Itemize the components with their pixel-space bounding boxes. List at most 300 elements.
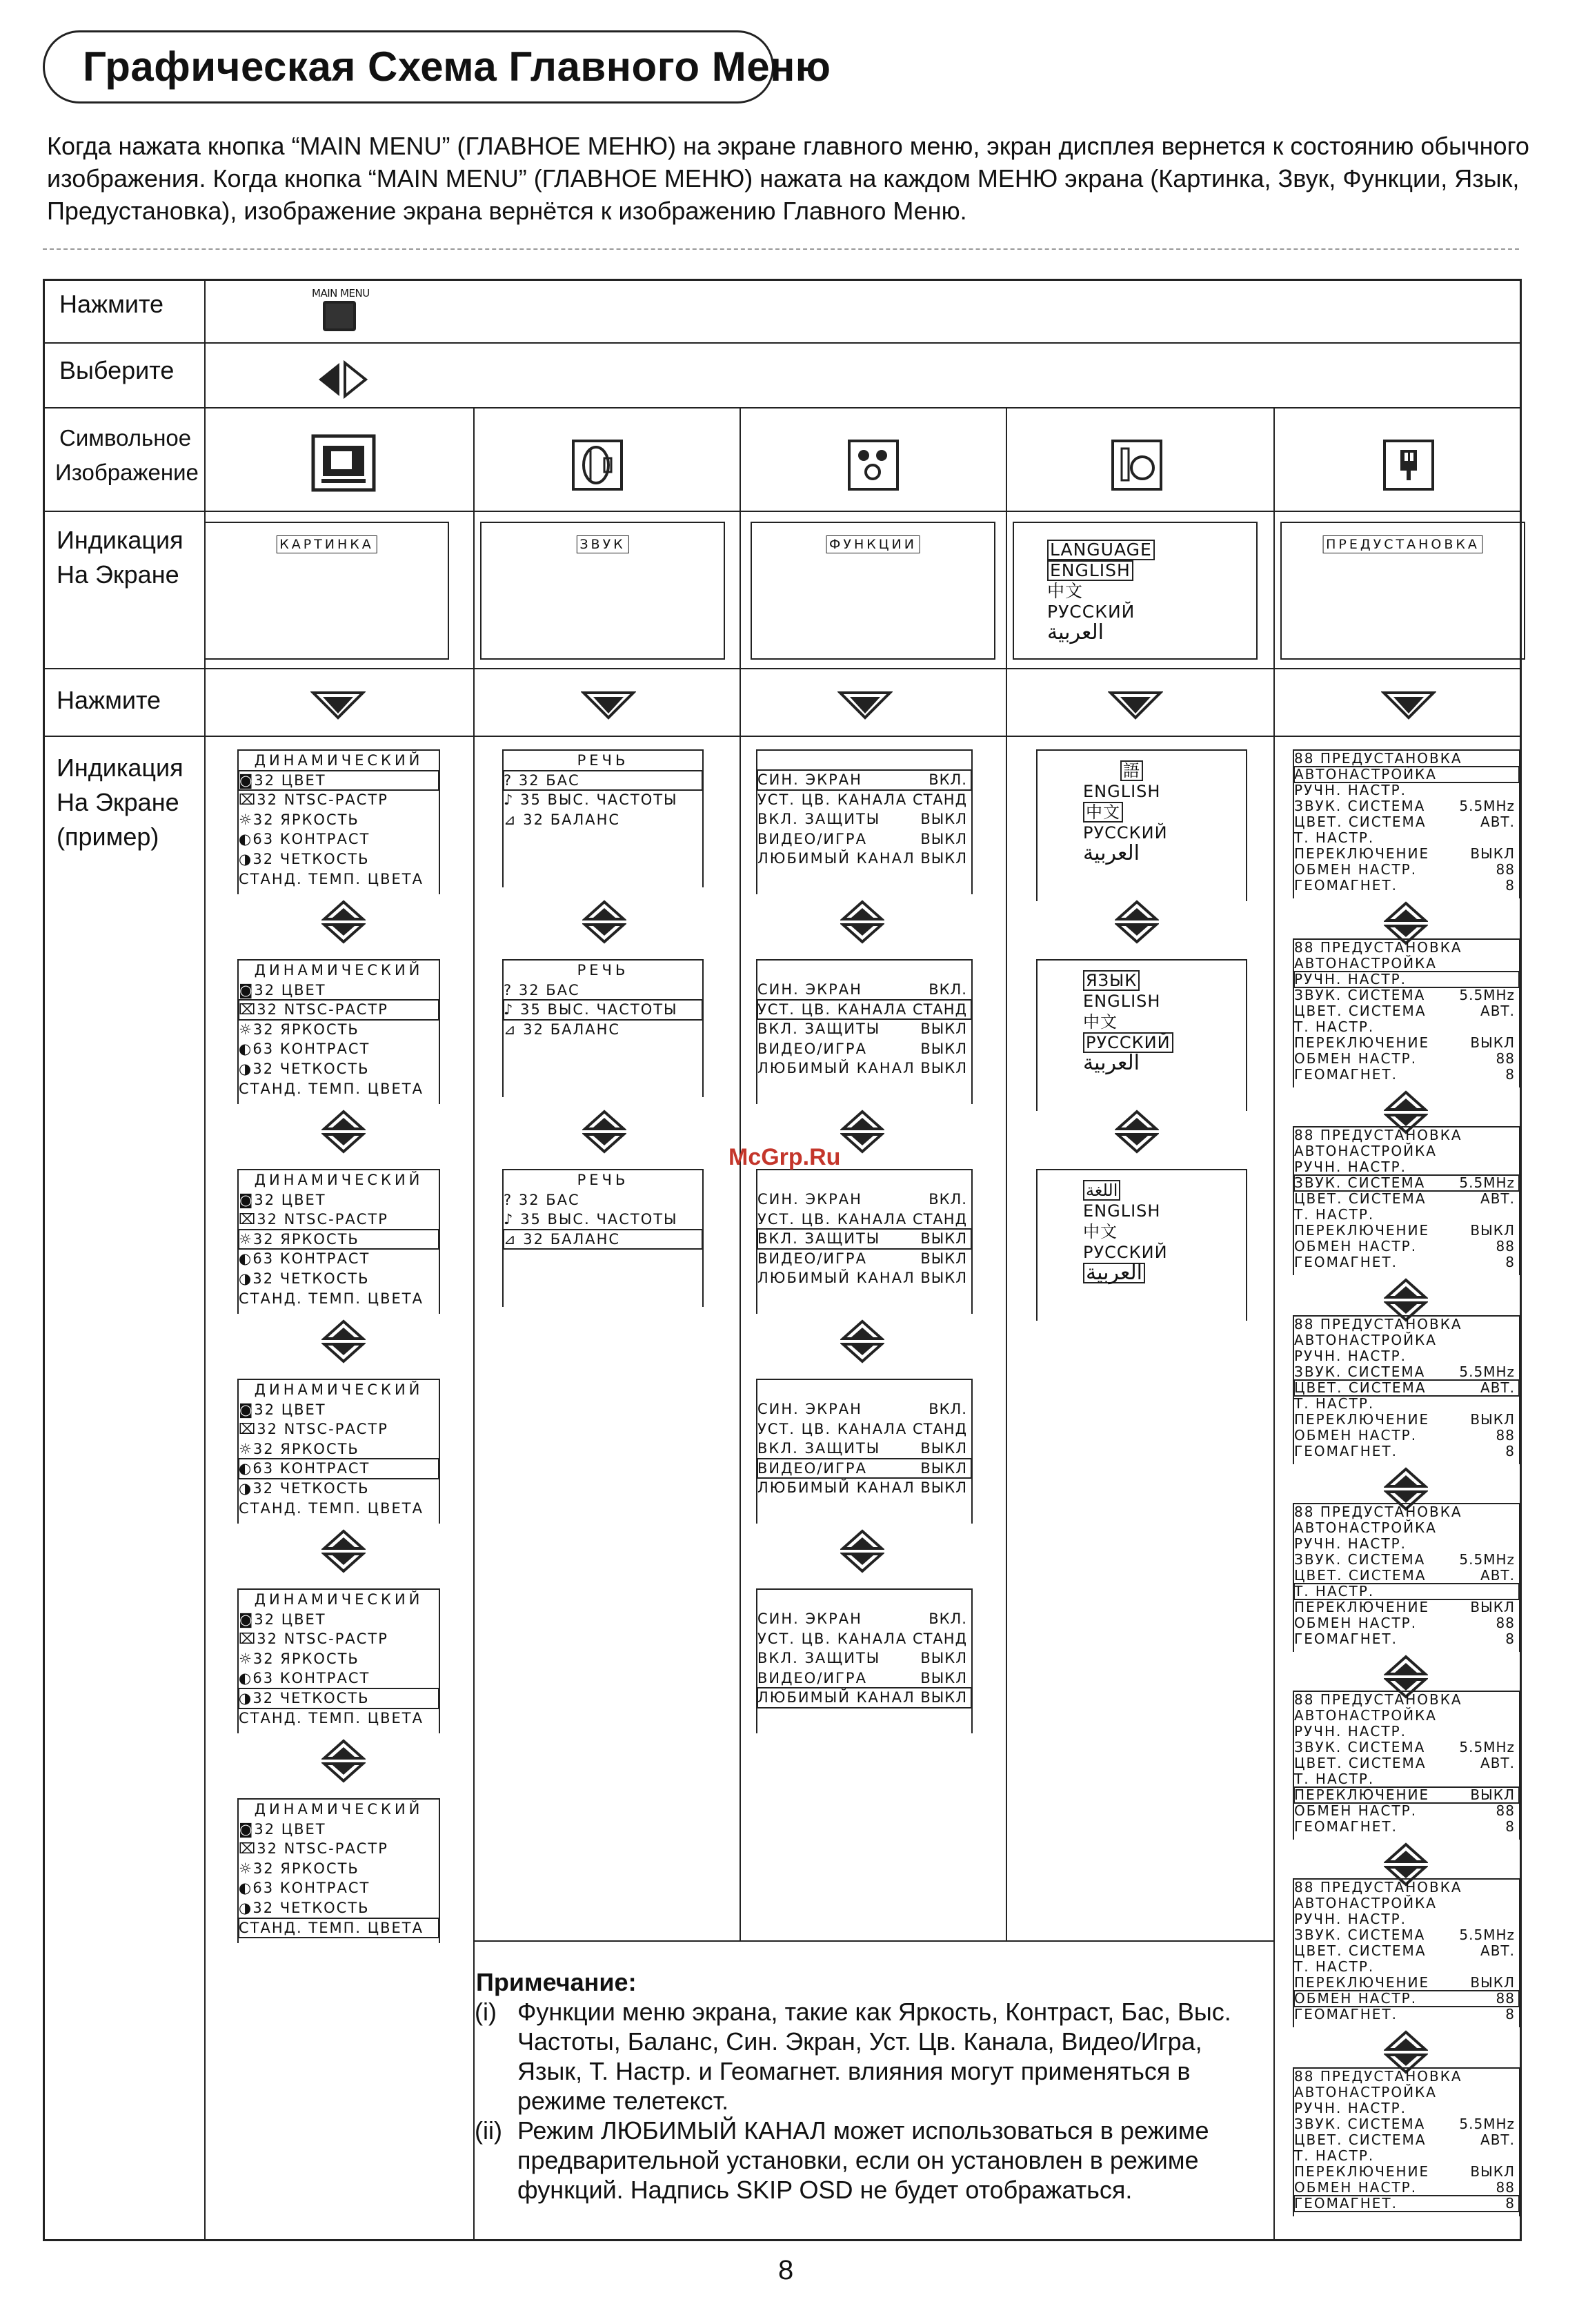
language-menu-item[interactable]: [1083, 781, 1246, 802]
preset-menu-item[interactable]: [1294, 1428, 1519, 1444]
row-divider: [43, 407, 1522, 408]
preset-item-label: ЗВУК. СИСТЕМА: [1294, 798, 1426, 814]
preset-menu-item[interactable]: [1294, 1584, 1519, 1599]
preset-screen-label: ПРЕДУСТАНОВКА: [1322, 535, 1483, 553]
preset-menu-item[interactable]: [1294, 1051, 1519, 1067]
preset-menu-item[interactable]: [1294, 1159, 1519, 1175]
note-text-2: Режим ЛЮБИМЫЙ КАНАЛ может использоваться в режиме предварительной установки, если он установлен в режиме функций. Надпись SKIP OSD не будет отображаться.: [517, 2116, 1209, 2204]
preset-menu-panel: [1293, 1315, 1520, 1464]
picture-item-value: 32: [252, 1689, 275, 1706]
features-menu-item[interactable]: [757, 1399, 971, 1419]
features-item-value: ВЫКЛ: [920, 1060, 967, 1077]
language-menu-item[interactable]: [1083, 843, 1246, 864]
picture-menu-item[interactable]: [239, 1479, 439, 1499]
picture-item-label: СТАНД. ТЕМП. ЦВЕТА: [239, 870, 424, 887]
features-menu-item[interactable]: [757, 1268, 971, 1288]
row-label-example-3: (пример): [57, 823, 159, 851]
down-arrow-icon[interactable]: [310, 689, 366, 722]
preset-menu-item[interactable]: [1294, 2148, 1519, 2164]
up-down-arrow-icon[interactable]: [840, 900, 884, 944]
picture-menu-item[interactable]: [239, 1230, 439, 1250]
language-menu-item[interactable]: [1083, 1012, 1246, 1032]
picture-item-value: 63: [252, 831, 275, 848]
features-menu-item[interactable]: [757, 1190, 971, 1210]
picture-menu-item[interactable]: [239, 829, 439, 849]
picture-item-label: NTSC-РАСТР: [284, 1001, 388, 1018]
preset-item-label: РУЧН. НАСТР.: [1294, 971, 1407, 987]
picture-item-value: 63: [252, 1670, 275, 1687]
features-menu-item[interactable]: [757, 1439, 971, 1459]
preset-menu-title: [1294, 940, 1519, 956]
preset-menu-item[interactable]: [1294, 767, 1519, 782]
preset-menu-item[interactable]: [1294, 782, 1519, 798]
picture-menu-title: ДИНАМИЧЕСКИЙ: [254, 752, 424, 769]
picture-menu-item[interactable]: [239, 1400, 439, 1420]
preset-item-label: ЗВУК. СИСТЕМА: [1294, 1174, 1426, 1191]
preset-menu-item[interactable]: [1294, 1254, 1519, 1270]
preset-title: ПРЕДУСТАНОВКА: [1320, 1504, 1462, 1520]
features-menu-item[interactable]: [757, 770, 971, 790]
language-menu-item[interactable]: [1083, 802, 1246, 823]
preset-menu-item[interactable]: [1294, 972, 1519, 987]
language-item-label: العربية: [1083, 1263, 1145, 1283]
sound-menu-item[interactable]: [504, 1190, 702, 1210]
preset-menu-item[interactable]: [1294, 1895, 1519, 1911]
preset-menu-item[interactable]: [1294, 1755, 1519, 1771]
picture-item-icon: ◐: [239, 1460, 253, 1477]
sound-item-icon: ?: [504, 771, 519, 789]
preset-menu-item[interactable]: [1294, 1959, 1519, 1975]
picture-item-label: ЧЕТКОСТЬ: [279, 1689, 370, 1706]
sound-menu-item[interactable]: [504, 1020, 702, 1040]
picture-menu-item[interactable]: [239, 1499, 439, 1519]
features-item-value: ВКЛ.: [929, 981, 967, 998]
preset-menu-panel: [1293, 1691, 1520, 1840]
features-item-label: ВИДЕО/ИГРА: [757, 1040, 867, 1057]
row-label-select: Выберите: [59, 356, 175, 384]
preset-menu-item[interactable]: [1294, 1035, 1519, 1051]
features-menu-item[interactable]: [757, 1478, 971, 1498]
picture-item-icon: ◐: [239, 1880, 253, 1897]
language-menu-item[interactable]: [1083, 1263, 1246, 1283]
down-arrow-icon[interactable]: [837, 689, 893, 722]
features-menu-item[interactable]: [757, 809, 971, 829]
picture-item-icon: ☼: [239, 811, 253, 828]
preset-menu-item[interactable]: [1294, 1536, 1519, 1552]
preset-menu-item[interactable]: [1294, 1552, 1519, 1568]
picture-menu-item[interactable]: [239, 1079, 439, 1099]
picture-menu-item[interactable]: [239, 1000, 439, 1020]
preset-item-value: 5.5MHz: [1459, 798, 1515, 814]
up-down-arrow-icon[interactable]: [321, 1319, 366, 1363]
features-item-value: ВЫКЛ: [920, 830, 967, 847]
picture-menu-item[interactable]: [239, 1059, 439, 1079]
row-label-display: Индикация: [57, 526, 183, 554]
preset-item-label: ЗВУК. СИСТЕМА: [1294, 987, 1426, 1003]
language-menu-item[interactable]: [1083, 823, 1246, 843]
picture-item-label: ЧЕТКОСТЬ: [279, 1270, 370, 1287]
preset-item-value: 88: [1496, 1427, 1515, 1444]
preset-item-label: ОБМЕН НАСТР.: [1294, 1050, 1418, 1067]
picture-menu-item[interactable]: [239, 1878, 439, 1898]
preset-menu-item[interactable]: [1294, 1175, 1519, 1191]
sound-item-icon: ♪: [504, 791, 521, 809]
picture-menu-item[interactable]: [239, 1039, 439, 1059]
picture-menu-item[interactable]: [239, 1419, 439, 1439]
features-menu-item[interactable]: [757, 1668, 971, 1688]
language-menu-item[interactable]: [1083, 1053, 1246, 1074]
picture-item-label: ЯРКОСТЬ: [280, 1650, 359, 1667]
preset-menu-item[interactable]: [1294, 1332, 1519, 1348]
picture-item-label: ЧЕТКОСТЬ: [279, 1060, 370, 1077]
down-arrow-icon[interactable]: [1108, 689, 1163, 722]
features-menu-item[interactable]: [757, 1019, 971, 1039]
preset-item-label: АВТОНАСТРОЙКА: [1294, 1143, 1437, 1159]
preset-item-value: ВЫКЛ: [1470, 1411, 1515, 1428]
up-down-arrow-icon[interactable]: [582, 1110, 626, 1154]
preset-menu-item[interactable]: [1294, 1787, 1519, 1803]
picture-menu-item[interactable]: [239, 1249, 439, 1269]
picture-menu-item[interactable]: [239, 1610, 439, 1630]
preset-menu-item[interactable]: [1294, 1223, 1519, 1239]
language-menu-item[interactable]: [1083, 991, 1246, 1012]
down-arrow-icon[interactable]: [1381, 689, 1436, 722]
preset-menu-item[interactable]: [1294, 1143, 1519, 1159]
preset-menu-item[interactable]: [1294, 1444, 1519, 1459]
features-item-value: ВКЛ.: [929, 771, 967, 788]
features-menu-panel: [756, 1169, 973, 1314]
picture-menu-item[interactable]: [239, 849, 439, 869]
preset-menu-item[interactable]: [1294, 1631, 1519, 1647]
preset-menu-item[interactable]: [1294, 846, 1519, 862]
preset-menu-item[interactable]: [1294, 1819, 1519, 1835]
picture-menu-item[interactable]: [239, 1210, 439, 1230]
row-divider: [43, 668, 1522, 669]
preset-menu-item[interactable]: [1294, 1771, 1519, 1787]
sound-menu-item[interactable]: [504, 771, 702, 791]
sound-icon: [571, 439, 624, 491]
up-down-arrow-icon[interactable]: [840, 1529, 884, 1573]
preset-menu-item[interactable]: [1294, 1396, 1519, 1412]
features-menu-item[interactable]: [757, 1000, 971, 1020]
preset-menu-panel: [1293, 1503, 1520, 1652]
features-item-label: ВКЛ. ЗАЩИТЫ: [757, 811, 881, 828]
sound-item-value: 32: [523, 1230, 545, 1248]
sound-screen: [480, 522, 725, 660]
picture-menu-item[interactable]: [239, 790, 439, 810]
picture-menu-item[interactable]: [239, 1439, 439, 1459]
preset-item-label: ЗВУК. СИСТЕМА: [1294, 1927, 1426, 1943]
picture-item-icon: ◙: [239, 1820, 255, 1838]
preset-channel: 88: [1294, 1879, 1315, 1895]
preset-item-label: ЦВЕТ. СИСТЕМА: [1294, 1755, 1427, 1771]
preset-channel: 88: [1294, 1127, 1315, 1143]
preset-menu-item[interactable]: [1294, 1520, 1519, 1536]
up-down-arrow-icon[interactable]: [582, 900, 626, 944]
preset-channel: 88: [1294, 1504, 1315, 1520]
features-menu-item[interactable]: [757, 1629, 971, 1649]
preset-menu-item[interactable]: [1294, 2164, 1519, 2180]
picture-menu-item[interactable]: [239, 1859, 439, 1879]
picture-item-value: 32: [257, 1631, 278, 1648]
features-menu-item[interactable]: [757, 1210, 971, 1230]
features-item-label: ЛЮБИМЫЙ КАНАЛ: [757, 1689, 915, 1706]
preset-menu-item[interactable]: [1294, 1927, 1519, 1943]
preset-item-value: 88: [1496, 1615, 1515, 1631]
preset-menu-item[interactable]: [1294, 1943, 1519, 1959]
features-menu-item[interactable]: [757, 1648, 971, 1668]
preset-menu-item[interactable]: [1294, 2132, 1519, 2148]
language-item-label: РУССКИЙ: [1083, 1032, 1173, 1053]
language-screen: [1013, 522, 1258, 660]
picture-item-icon: ☼: [239, 1021, 253, 1038]
main-menu-button[interactable]: [323, 301, 356, 331]
features-menu-item[interactable]: [757, 1459, 971, 1479]
language-item-label: 中文: [1083, 1222, 1118, 1241]
features-menu-item[interactable]: [757, 1229, 971, 1249]
picture-item-icon: ◐: [239, 1670, 253, 1687]
preset-item-label: АВТОНАСТРОЙКА: [1294, 2084, 1437, 2100]
preset-menu-item[interactable]: [1294, 1412, 1519, 1428]
features-menu-item[interactable]: [757, 1609, 971, 1629]
preset-menu-item[interactable]: [1294, 1191, 1519, 1207]
up-down-arrow-icon[interactable]: [321, 1529, 366, 1573]
sound-menu-item[interactable]: [504, 1000, 702, 1020]
preset-menu-item[interactable]: [1294, 1003, 1519, 1019]
picture-menu-item[interactable]: [239, 1629, 439, 1649]
picture-menu-item[interactable]: [239, 1020, 439, 1040]
preset-menu-item[interactable]: [1294, 798, 1519, 814]
features-menu-item[interactable]: [757, 1058, 971, 1079]
preset-item-label: ОБМЕН НАСТР.: [1294, 1238, 1418, 1254]
preset-item-label: ПЕРЕКЛЮЧЕНИЕ: [1294, 1034, 1430, 1051]
up-down-arrow-icon[interactable]: [321, 900, 366, 944]
up-down-arrow-icon[interactable]: [321, 1739, 366, 1783]
picture-item-icon: ◐: [239, 831, 253, 848]
preset-item-label: ОБМЕН НАСТР.: [1294, 861, 1418, 878]
features-menu-item[interactable]: [757, 849, 971, 869]
picture-menu-item[interactable]: [239, 1688, 439, 1708]
language-menu-panel: [1036, 959, 1247, 1111]
language-menu-panel: [1036, 1169, 1247, 1321]
up-down-arrow-icon[interactable]: [840, 1110, 884, 1154]
picture-menu-item[interactable]: [239, 1708, 439, 1729]
language-chinese: 中文: [1047, 581, 1084, 601]
preset-item-value: АВТ.: [1480, 1942, 1515, 1959]
language-menu-header: [1083, 970, 1246, 991]
preset-item-label: РУЧН. НАСТР.: [1294, 782, 1407, 798]
features-item-label: ВИДЕО/ИГРА: [757, 1669, 867, 1686]
preset-menu-item[interactable]: [1294, 2180, 1519, 2196]
features-menu-item[interactable]: [757, 790, 971, 810]
features-item-label: ЛЮБИМЫЙ КАНАЛ: [757, 1060, 915, 1077]
language-menu-item[interactable]: [1083, 1221, 1246, 1242]
sound-menu-panel: [502, 1169, 704, 1307]
picture-menu-item[interactable]: [239, 1649, 439, 1669]
preset-item-value: 5.5MHz: [1459, 1739, 1515, 1755]
features-item-value: СТАНД: [912, 1630, 967, 1647]
sound-menu-item[interactable]: [504, 810, 702, 830]
language-arabic: العربية: [1047, 620, 1104, 644]
preset-menu-item[interactable]: [1294, 2100, 1519, 2116]
up-down-arrow-icon[interactable]: [840, 1319, 884, 1363]
left-right-arrow-icon[interactable]: [316, 360, 368, 399]
picture-item-value: 32: [254, 1191, 276, 1208]
sound-menu-item[interactable]: [504, 790, 702, 810]
picture-menu-item[interactable]: [239, 1269, 439, 1289]
picture-item-value: 32: [252, 1440, 275, 1457]
picture-item-value: 32: [252, 850, 275, 867]
features-item-value: ВЫКЛ: [920, 1021, 967, 1038]
picture-menu-panel: [237, 959, 440, 1104]
sound-menu-item[interactable]: [504, 1230, 702, 1250]
preset-menu-item[interactable]: [1294, 1599, 1519, 1615]
picture-menu-item[interactable]: [239, 1898, 439, 1918]
preset-menu-item[interactable]: [1294, 1380, 1519, 1396]
picture-item-value: 32: [257, 1001, 278, 1018]
picture-item-value: 32: [252, 811, 275, 828]
picture-menu-item[interactable]: [239, 810, 439, 830]
preset-menu-item[interactable]: [1294, 1364, 1519, 1380]
preset-menu-item[interactable]: [1294, 2196, 1519, 2212]
picture-item-label: ЦВЕТ: [281, 1611, 326, 1628]
preset-menu-item[interactable]: [1294, 1724, 1519, 1740]
preset-menu-item[interactable]: [1294, 2085, 1519, 2100]
features-item-label: ВКЛ. ЗАЩИТЫ: [757, 1230, 881, 1248]
features-menu-item[interactable]: [757, 829, 971, 849]
features-menu-item[interactable]: [757, 980, 971, 1000]
features-menu-item[interactable]: [757, 1688, 971, 1708]
preset-menu-item[interactable]: [1294, 1019, 1519, 1035]
sound-item-label: ВЫС. ЧАСТОТЫ: [547, 791, 678, 809]
preset-menu-item[interactable]: [1294, 1067, 1519, 1083]
picture-menu-item[interactable]: [239, 1839, 439, 1859]
preset-item-label: Т. НАСТР.: [1294, 1395, 1375, 1412]
sound-item-icon: ?: [504, 981, 519, 998]
preset-item-value: АВТ.: [1480, 1755, 1515, 1771]
features-menu-item[interactable]: [757, 1039, 971, 1059]
preset-item-value: АВТ.: [1480, 1190, 1515, 1207]
picture-item-icon: ◙: [239, 1191, 255, 1208]
preset-menu-item[interactable]: [1294, 1803, 1519, 1819]
preset-item-label: ГЕОМАГНЕТ.: [1294, 1066, 1398, 1083]
picture-item-icon: ◑: [239, 1270, 253, 1287]
preset-menu-item[interactable]: [1294, 2116, 1519, 2132]
preset-menu-item[interactable]: [1294, 878, 1519, 894]
preset-item-label: ОБМЕН НАСТР.: [1294, 1615, 1418, 1631]
preset-menu-item[interactable]: [1294, 1911, 1519, 1927]
picture-menu-item[interactable]: [239, 1190, 439, 1210]
features-menu-item[interactable]: [757, 1249, 971, 1269]
picture-menu-item[interactable]: [239, 1289, 439, 1309]
features-menu-item[interactable]: [757, 1419, 971, 1439]
row-label-example: Индикация: [57, 754, 183, 782]
preset-menu-item[interactable]: [1294, 814, 1519, 830]
language-menu-item[interactable]: [1083, 1032, 1246, 1053]
preset-menu-item[interactable]: [1294, 1975, 1519, 1991]
sound-menu-item[interactable]: [504, 1210, 702, 1230]
up-down-arrow-icon[interactable]: [321, 1110, 366, 1154]
picture-menu-item[interactable]: [239, 869, 439, 889]
preset-item-label: ЦВЕТ. СИСТЕМА: [1294, 2131, 1427, 2148]
picture-item-label: ЦВЕТ: [281, 771, 326, 789]
preset-item-label: ПЕРЕКЛЮЧЕНИЕ: [1294, 845, 1430, 862]
sound-menu-title: РЕЧЬ: [577, 1172, 629, 1188]
note-title: Примечание:: [476, 1968, 637, 1996]
picture-menu-item[interactable]: [239, 1918, 439, 1938]
preset-menu-item[interactable]: [1294, 1207, 1519, 1223]
picture-menu-item[interactable]: [239, 1459, 439, 1479]
preset-menu-item[interactable]: [1294, 862, 1519, 878]
preset-item-label: РУЧН. НАСТР.: [1294, 1159, 1407, 1175]
preset-menu-item[interactable]: [1294, 987, 1519, 1003]
preset-item-value: ВЫКЛ: [1470, 1034, 1515, 1051]
preset-menu-item[interactable]: [1294, 956, 1519, 972]
picture-item-label: КОНТРАСТ: [279, 1041, 370, 1058]
intro-paragraph: Когда нажата кнопка “MAIN MENU” (ГЛАВНОЕ МЕНЮ) на экране главного меню, экран дисплея вернется к состоянию обычного изображения. Когда кнопка “MAIN MENU” (ГЛАВНОЕ МЕНЮ) нажата на каждом МЕНЮ экрана (Картинка, Звук, Функции, Язык, Предустановка), изображение экрана вернётся к изображению Главного Меню.: [47, 132, 1529, 225]
sound-item-icon: ♪: [504, 1001, 521, 1018]
preset-menu-item[interactable]: [1294, 1239, 1519, 1254]
preset-menu-item[interactable]: [1294, 1708, 1519, 1724]
up-down-arrow-icon[interactable]: [1115, 1110, 1159, 1154]
preset-menu-item[interactable]: [1294, 1615, 1519, 1631]
preset-item-value: 5.5MHz: [1459, 1174, 1515, 1191]
picture-menu-panel: [237, 1169, 440, 1314]
language-menu-item[interactable]: [1083, 1242, 1246, 1263]
picture-item-label: ЯРКОСТЬ: [280, 811, 359, 828]
language-menu-item[interactable]: [1083, 1201, 1246, 1221]
picture-item-icon: ◙: [239, 771, 255, 789]
picture-menu-item[interactable]: [239, 1668, 439, 1688]
preset-menu-item[interactable]: [1294, 1348, 1519, 1364]
preset-menu-item[interactable]: [1294, 1991, 1519, 2007]
sound-item-icon: ⊿: [504, 811, 524, 828]
picture-item-value: 32: [257, 1840, 278, 1858]
features-item-value: ВЫКЛ: [920, 811, 967, 828]
preset-item-label: ГЕОМАГНЕТ.: [1294, 2195, 1398, 2212]
picture-item-value: 32: [254, 771, 276, 789]
features-item-label: ВКЛ. ЗАЩИТЫ: [757, 1440, 881, 1457]
picture-menu-item[interactable]: [239, 981, 439, 1001]
sound-item-label: ВЫС. ЧАСТОТЫ: [547, 1001, 678, 1018]
picture-item-label: NTSC-РАСТР: [284, 1840, 388, 1858]
preset-channel: 88: [1294, 2068, 1315, 2085]
picture-menu-title: ДИНАМИЧЕСКИЙ: [254, 1591, 424, 1608]
page-number: 8: [778, 2255, 794, 2285]
preset-item-label: ГЕОМАГНЕТ.: [1294, 1254, 1398, 1270]
preset-menu-item[interactable]: [1294, 1740, 1519, 1755]
preset-menu-item[interactable]: [1294, 830, 1519, 846]
preset-menu-item[interactable]: [1294, 1568, 1519, 1584]
picture-item-label: КОНТРАСТ: [279, 1460, 370, 1477]
preset-item-label: АВТОНАСТРОЙКА: [1294, 1519, 1437, 1536]
preset-item-label: АВТОНАСТРОЙКА: [1294, 766, 1437, 782]
picture-menu-item[interactable]: [239, 771, 439, 791]
sound-menu-item[interactable]: [504, 981, 702, 1001]
up-down-arrow-icon[interactable]: [1115, 900, 1159, 944]
picture-item-value: 32: [257, 791, 278, 809]
picture-menu-item[interactable]: [239, 1820, 439, 1840]
preset-item-value: ВЫКЛ: [1470, 1599, 1515, 1615]
language-header-label: اللغة: [1083, 1180, 1120, 1201]
preset-menu-item[interactable]: [1294, 2007, 1519, 2022]
features-item-value: ВЫКЛ: [920, 1270, 967, 1287]
preset-item-label: ПЕРЕКЛЮЧЕНИЕ: [1294, 2163, 1430, 2180]
language-item-label: 中文: [1083, 1012, 1118, 1032]
features-item-label: УСТ. ЦВ. КАНАЛА: [757, 1210, 908, 1228]
features-icon: [847, 439, 900, 491]
down-arrow-icon[interactable]: [581, 689, 636, 722]
